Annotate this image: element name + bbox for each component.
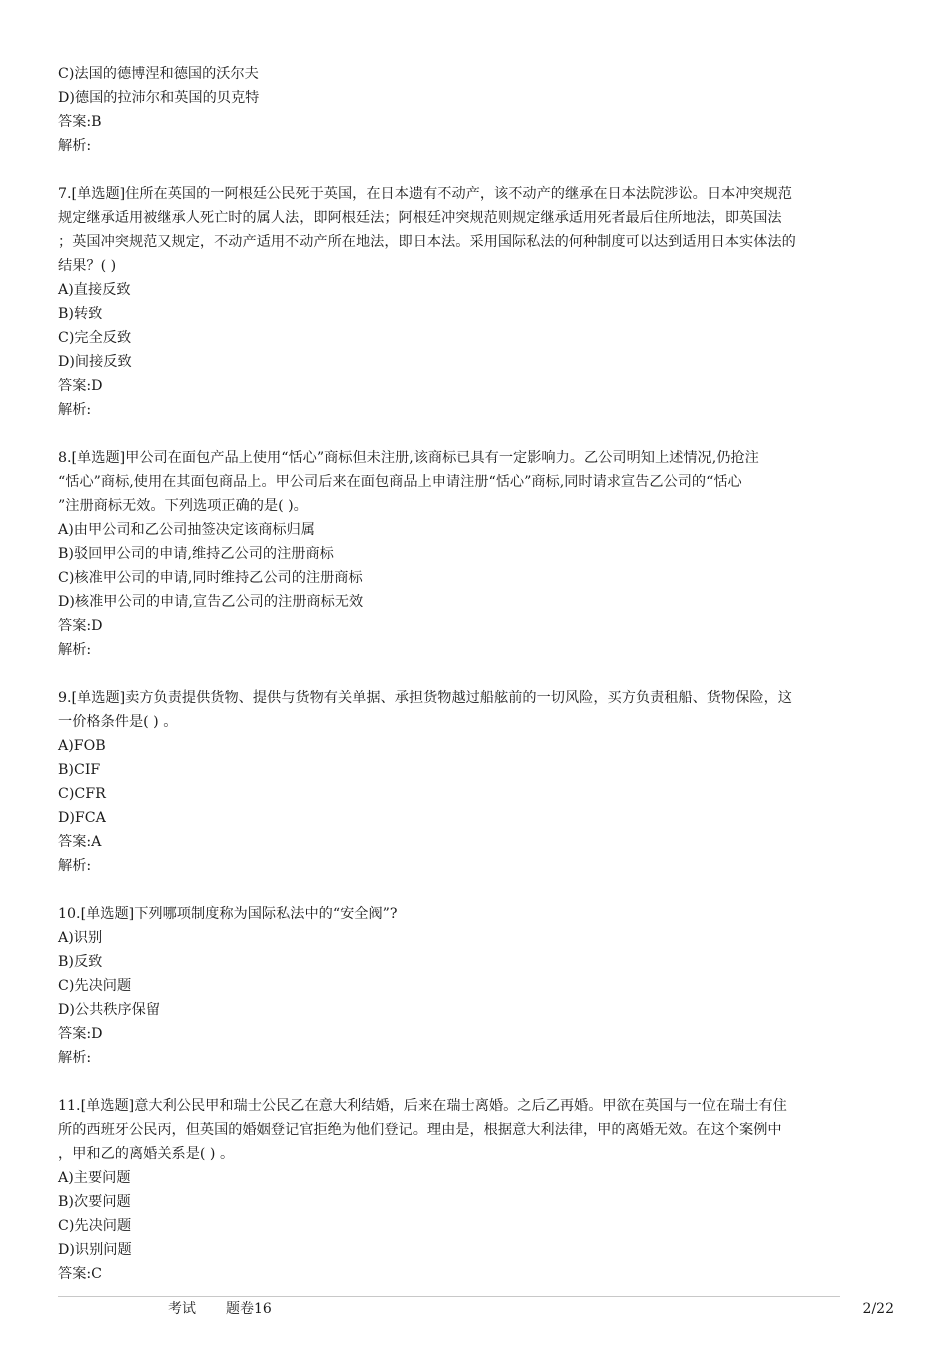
question-stem-line: 8.[单选题]甲公司在面包产品上使用“恬心”商标但未注册,该商标已具有一定影响力。乙公司明知上述情况,仍抢注 bbox=[58, 450, 759, 466]
spacer bbox=[58, 1070, 898, 1094]
question-stem-line: 一价格条件是( ) 。 bbox=[58, 714, 178, 730]
question-stem-line: 规定继承适用被继承人死亡时的属人法，即阿根廷法；阿根廷冲突规范则规定继承适用死者最后住所地法，即英国法 bbox=[58, 210, 782, 226]
option-b: B)反致 bbox=[58, 954, 103, 970]
option-d: D)公共秩序保留 bbox=[58, 1002, 161, 1018]
option-d: D)德国的拉沛尔和英国的贝克特 bbox=[58, 90, 260, 106]
footer-title bbox=[168, 1299, 272, 1319]
option-b: B)次要问题 bbox=[58, 1194, 131, 1210]
question-stem-line: ，甲和乙的离婚关系是( ) 。 bbox=[58, 1146, 235, 1162]
answer: 答案:A bbox=[58, 834, 102, 850]
option-c: C)先决问题 bbox=[58, 1218, 132, 1234]
option-c: C)CFR bbox=[58, 786, 106, 802]
question-7 bbox=[58, 182, 898, 422]
question-8 bbox=[58, 446, 898, 662]
spacer bbox=[58, 662, 898, 686]
question-10 bbox=[58, 902, 898, 1070]
page-number: 2/22 bbox=[862, 1301, 894, 1317]
analysis: 解析: bbox=[58, 138, 92, 154]
answer: 答案:B bbox=[58, 114, 102, 130]
option-a: A)直接反致 bbox=[58, 282, 131, 298]
option-d: D)间接反致 bbox=[58, 354, 132, 370]
question-stem-line: 结果？( ) bbox=[58, 258, 117, 274]
option-d: D)核准甲公司的申请,宣告乙公司的注册商标无效 bbox=[58, 594, 364, 610]
question-stem-line: 所的西班牙公民丙，但英国的婚姻登记官拒绝为他们登记。理由是，根据意大利法律，甲的离婚无效。在这个案例中 bbox=[58, 1122, 782, 1138]
option-b: B)CIF bbox=[58, 762, 101, 778]
question-stem-line: 7.[单选题]住所在英国的一阿根廷公民死于英国，在日本遗有不动产，该不动产的继承在日本法院涉讼。日本冲突规范 bbox=[58, 186, 792, 202]
question-stem-line: 9.[单选题]卖方负责提供货物、提供与货物有关单据、承担货物越过船舷前的一切风险，买方负责租船、货物保险，这 bbox=[58, 690, 792, 706]
analysis: 解析: bbox=[58, 642, 92, 658]
answer: 答案:D bbox=[58, 378, 103, 394]
footer-divider bbox=[58, 1296, 840, 1297]
analysis: 解析: bbox=[58, 402, 92, 418]
footer-label-exam: 考试 bbox=[168, 1301, 196, 1317]
footer-label-paper: 题卷16 bbox=[226, 1301, 272, 1317]
option-b: B)驳回甲公司的申请,维持乙公司的注册商标 bbox=[58, 546, 334, 562]
question-11 bbox=[58, 1094, 898, 1286]
option-c: C)法国的德博涅和德国的沃尔夫 bbox=[58, 66, 259, 82]
question-stem-line: 10.[单选题]下列哪项制度称为国际私法中的“安全阀”? bbox=[58, 906, 398, 922]
question-stem-line: “恬心”商标,使用在其面包商品上。甲公司后来在面包商品上申请注册“恬心”商标,同时请求宣告乙公司的“恬心 bbox=[58, 474, 742, 490]
question-6-continuation bbox=[58, 62, 898, 158]
answer: 答案:D bbox=[58, 618, 103, 634]
option-a: A)由甲公司和乙公司抽签决定该商标归属 bbox=[58, 522, 315, 538]
document-body bbox=[58, 62, 898, 1286]
analysis: 解析: bbox=[58, 1050, 92, 1066]
question-stem-line: ”注册商标无效。下列选项正确的是( )。 bbox=[58, 498, 308, 514]
answer: 答案:C bbox=[58, 1266, 103, 1282]
question-stem-line: 11.[单选题]意大利公民甲和瑞士公民乙在意大利结婚，后来在瑞士离婚。之后乙再婚。甲欲在英国与一位在瑞士有住 bbox=[58, 1098, 787, 1114]
option-c: C)先决问题 bbox=[58, 978, 132, 994]
option-c: C)核准甲公司的申请,同时维持乙公司的注册商标 bbox=[58, 570, 363, 586]
spacer bbox=[58, 422, 898, 446]
option-a: A)识别 bbox=[58, 930, 103, 946]
spacer bbox=[58, 158, 898, 182]
spacer bbox=[58, 878, 898, 902]
option-a: A)FOB bbox=[58, 738, 106, 754]
question-stem-line: ；英国冲突规范又规定，不动产适用不动产所在地法，即日本法。采用国际私法的何种制度可以达到适用日本实体法的 bbox=[58, 234, 796, 250]
option-d: D)FCA bbox=[58, 810, 106, 826]
answer: 答案:D bbox=[58, 1026, 103, 1042]
option-b: B)转致 bbox=[58, 306, 103, 322]
option-a: A)主要问题 bbox=[58, 1170, 131, 1186]
option-d: D)识别问题 bbox=[58, 1242, 132, 1258]
analysis: 解析: bbox=[58, 858, 92, 874]
question-9 bbox=[58, 686, 898, 878]
option-c: C)完全反致 bbox=[58, 330, 132, 346]
